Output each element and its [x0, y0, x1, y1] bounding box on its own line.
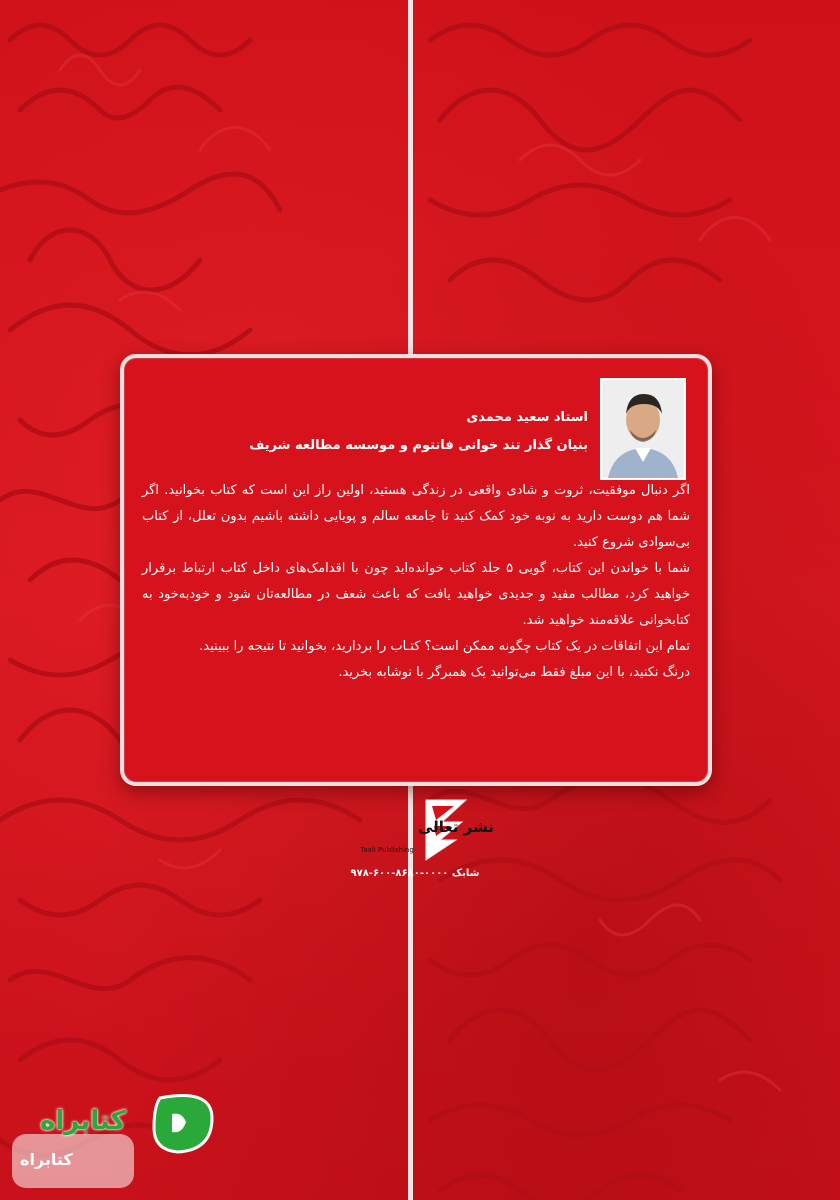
author-name: استاد سعید محمدی [466, 410, 588, 425]
kitabrah-leaf-icon [154, 1096, 212, 1153]
author-role: بنیان گذار تند خوانی فانتوم و موسسه مطالعه شریف [249, 438, 588, 453]
description-paragraph: شما با خواندن این کتاب، گویی ۵ جلد کتاب خوانده‌اید چون با اقدامک‌های داخل کتاب ارتباط برقرار خواهید کرد، مطالب مفید و جدیدی خواهید یافت که باعث شعف در مطالعه‌تان شود و خودبه‌خود به کتابخوانی علاقه‌مند خواهید شد. [142, 561, 690, 628]
author-photo [600, 378, 686, 480]
description-paragraph: درنگ نکنید، با این مبلغ فقط می‌توانید یک همبرگر با نوشابه بخرید. [338, 665, 690, 680]
kitabrah-watermark-text: کتابراه [40, 1106, 126, 1136]
isbn-label: شابک ۰۰۰۰-۸۶۸۰-۶۰۰-۹۷۸ [350, 868, 480, 879]
description-paragraph: تمام این اتفاقات در یک کتاب چگونه ممکن است؟ کتـاب را بردارید، بخوانید تا نتیجه را ببینید. [199, 639, 690, 654]
publisher-logo-text: نشر تعالی [418, 818, 494, 836]
publisher-subtitle: Taali Publishing [360, 846, 414, 854]
author-info-card [120, 354, 712, 786]
description-paragraph: اگر دنبال موفقیت، ثروت و شادی واقعی در زندگی هستید، اولین راز این است که کتاب بخوانید. اگر شما هم دوست دارید به نوبه خود کمک کنید تا جامعه سالم و پویایی داشته باشیم بدون تعلل، از کتاب بی‌سوادی شروع کنید. [142, 483, 690, 550]
book-description [142, 478, 690, 686]
kitabrah-small-text: کتابراه [20, 1150, 73, 1169]
